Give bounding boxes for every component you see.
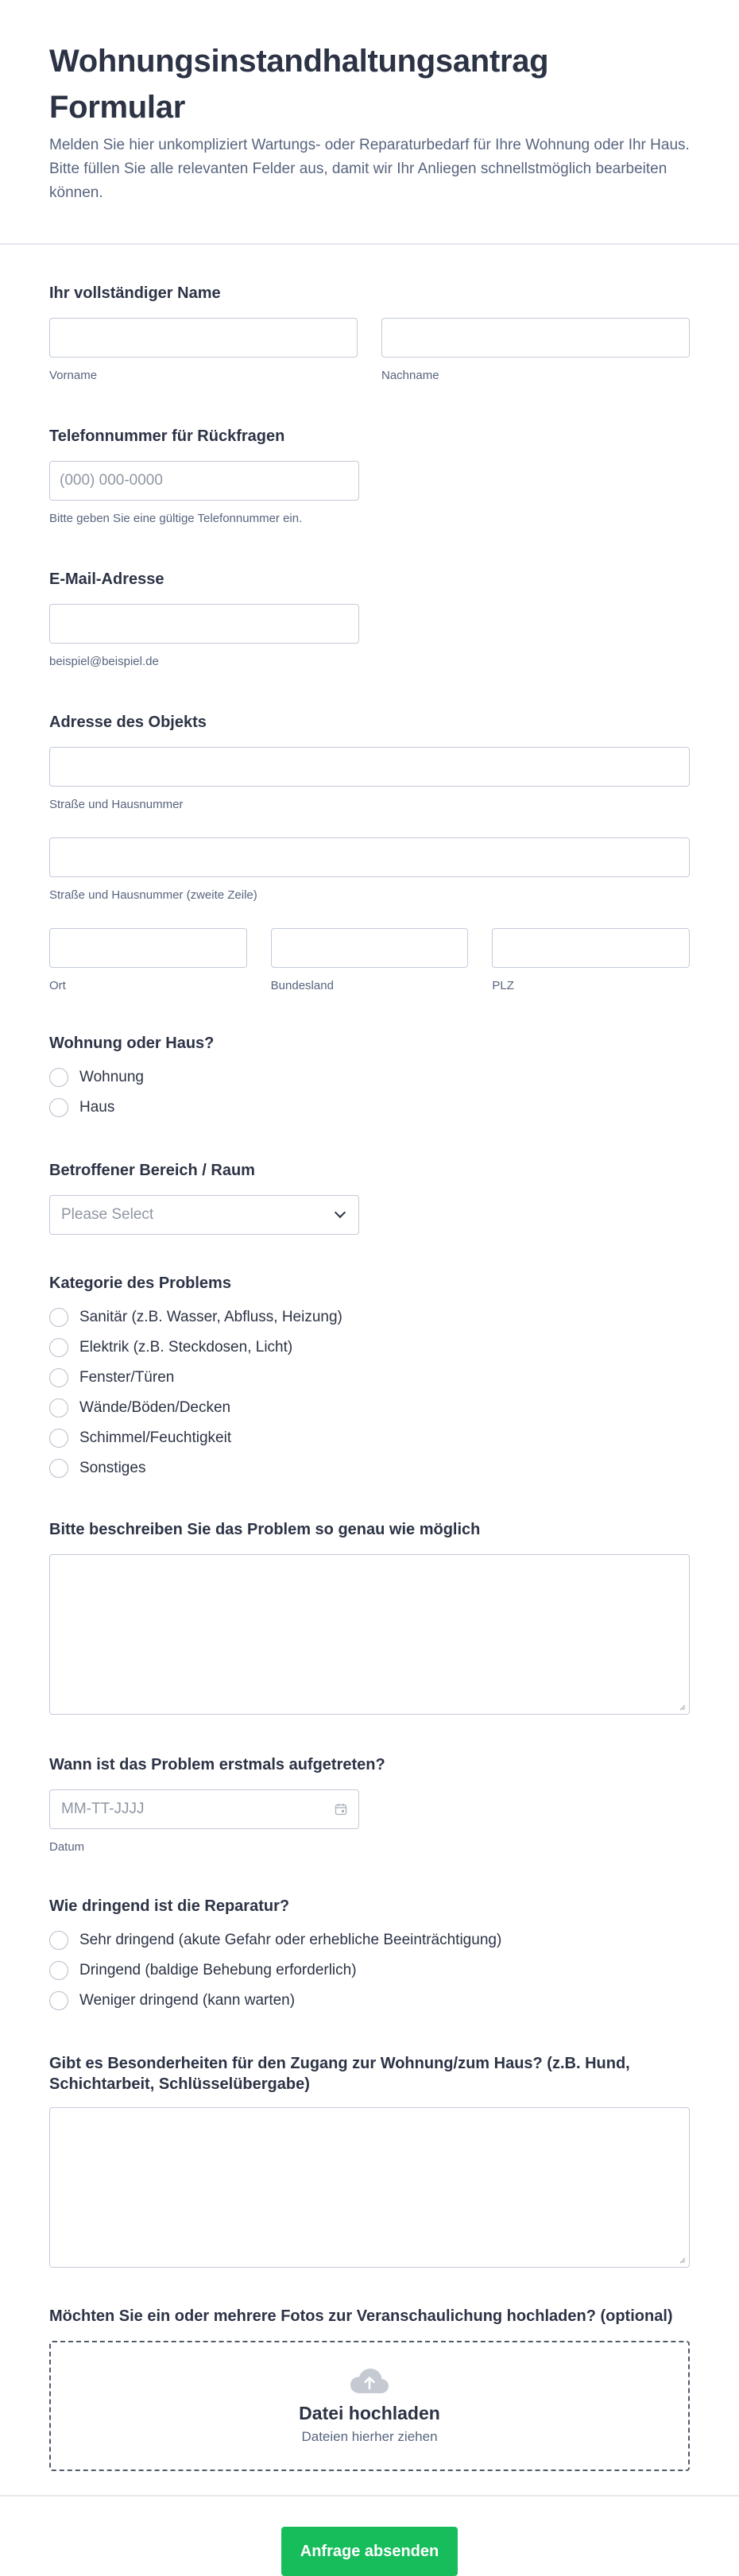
radio-label: Wände/Böden/Decken bbox=[79, 1399, 231, 1416]
question-address bbox=[49, 712, 690, 993]
form-body bbox=[0, 245, 739, 2471]
question-date bbox=[49, 1754, 690, 1855]
street-input[interactable] bbox=[49, 747, 690, 787]
access-textarea[interactable] bbox=[49, 2107, 690, 2268]
last-name-input[interactable] bbox=[381, 318, 690, 358]
date-input[interactable] bbox=[49, 1789, 359, 1829]
radio-option[interactable] bbox=[49, 1429, 690, 1448]
radio-option[interactable] bbox=[49, 1459, 690, 1478]
city-sublabel: Ort bbox=[49, 979, 66, 992]
question-phone bbox=[49, 426, 690, 526]
urgency-label: Wie dringend ist die Reparatur? bbox=[49, 1897, 290, 1915]
radio-button[interactable] bbox=[49, 1961, 68, 1980]
category-label: Kategorie des Problems bbox=[49, 1274, 231, 1292]
radio-option[interactable] bbox=[49, 1308, 690, 1327]
radio-button[interactable] bbox=[49, 1398, 68, 1418]
question-access bbox=[49, 2053, 690, 2268]
question-urgency bbox=[49, 1896, 690, 2010]
description-textarea[interactable] bbox=[49, 1554, 690, 1715]
name-label: Ihr vollständiger Name bbox=[49, 284, 221, 302]
state-sublabel: Bundesland bbox=[270, 979, 334, 992]
radio-label: Weniger dringend (kann warten) bbox=[79, 1992, 296, 2009]
radio-label: Wohnung bbox=[79, 1069, 144, 1085]
resize-grip-icon[interactable] bbox=[678, 2256, 686, 2264]
address-label: Adresse des Objekts bbox=[49, 714, 207, 731]
question-category bbox=[49, 1273, 690, 1478]
radio-option[interactable] bbox=[49, 1338, 690, 1357]
radio-button[interactable] bbox=[49, 1308, 68, 1327]
calendar-icon[interactable] bbox=[335, 1803, 347, 1816]
radio-button[interactable] bbox=[49, 1931, 68, 1950]
last-name-sublabel: Nachname bbox=[381, 369, 439, 382]
email-label: E-Mail-Adresse bbox=[49, 571, 164, 588]
date-label: Wann ist das Problem erstmals aufgetreten? bbox=[49, 1756, 385, 1773]
date-placeholder: MM-TT-JJJJ bbox=[61, 1800, 145, 1817]
radio-option[interactable] bbox=[49, 1931, 690, 1950]
radio-option[interactable] bbox=[49, 1961, 690, 1980]
radio-label: Sanitär (z.B. Wasser, Abfluss, Heizung) bbox=[79, 1309, 342, 1325]
phone-label: Telefonnummer für Rückfragen bbox=[49, 427, 285, 445]
radio-button[interactable] bbox=[49, 1429, 68, 1448]
form-title: Wohnungsinstandhaltungsantrag Formular bbox=[49, 44, 549, 125]
form-header bbox=[0, 0, 739, 245]
radio-button[interactable] bbox=[49, 1459, 68, 1478]
phone-input[interactable]: (000) 000-0000 bbox=[49, 461, 359, 501]
area-select-value: Please Select bbox=[61, 1206, 154, 1223]
area-select[interactable] bbox=[49, 1195, 359, 1235]
street-sublabel: Straße und Hausnummer bbox=[49, 798, 184, 811]
question-name bbox=[49, 283, 690, 383]
submit-button[interactable]: Anfrage absenden bbox=[281, 2527, 458, 2576]
radio-button[interactable] bbox=[49, 1338, 68, 1357]
question-type bbox=[49, 1033, 690, 1117]
type-label: Wohnung oder Haus? bbox=[49, 1035, 215, 1052]
email-input[interactable] bbox=[49, 604, 359, 644]
radio-label: Elektrik (z.B. Steckdosen, Licht) bbox=[79, 1339, 293, 1356]
cloud-upload-icon bbox=[350, 2368, 389, 2395]
radio-button[interactable] bbox=[49, 1368, 68, 1387]
phone-sublabel: Bitte geben Sie eine gültige Telefonnummer ein. bbox=[49, 512, 303, 525]
question-description bbox=[49, 1519, 690, 1715]
form-description: Melden Sie hier unkompliziert Wartungs- oder Reparaturbedarf für Ihre Wohnung oder Ihr Haus. Bitte füllen Sie alle relevanten Felder aus, damit wir Ihr Anliegen schnellstmöglich bearbeiten können. bbox=[49, 137, 690, 201]
chevron-down-icon bbox=[335, 1207, 346, 1218]
radio-label: Schimmel/Feuchtigkeit bbox=[79, 1429, 232, 1446]
street2-sublabel: Straße und Hausnummer (zweite Zeile) bbox=[49, 888, 257, 902]
description-label: Bitte beschreiben Sie das Problem so genau wie möglich bbox=[49, 1521, 481, 1538]
first-name-input[interactable] bbox=[49, 318, 358, 358]
access-label: Gibt es Besonderheiten für den Zugang zur Wohnung/zum Haus? (z.B. Hund, Schichtarbeit, Schlüsselübergabe) bbox=[49, 2055, 630, 2093]
radio-option[interactable] bbox=[49, 1068, 690, 1087]
upload-title: Datei hochladen bbox=[299, 2402, 440, 2423]
zip-input[interactable] bbox=[492, 928, 690, 968]
upload-label: Möchten Sie ein oder mehrere Fotos zur Veranschaulichung hochladen? (optional) bbox=[49, 2307, 673, 2325]
upload-subtitle: Dateien hierher ziehen bbox=[301, 2428, 438, 2444]
radio-label: Sehr dringend (akute Gefahr oder erhebliche Beeinträchtigung) bbox=[79, 1932, 502, 1948]
city-input[interactable] bbox=[49, 928, 247, 968]
radio-option[interactable] bbox=[49, 1991, 690, 2010]
resize-grip-icon[interactable] bbox=[678, 1703, 686, 1711]
street2-input[interactable] bbox=[49, 837, 690, 877]
file-upload-dropzone[interactable] bbox=[49, 2341, 690, 2471]
first-name-sublabel: Vorname bbox=[49, 369, 98, 382]
radio-label: Haus bbox=[79, 1099, 115, 1116]
radio-option[interactable] bbox=[49, 1098, 690, 1117]
date-sublabel: Datum bbox=[49, 1840, 85, 1854]
question-area bbox=[49, 1160, 690, 1235]
radio-button[interactable] bbox=[49, 1098, 68, 1117]
radio-label: Sonstiges bbox=[79, 1460, 146, 1476]
form-footer bbox=[0, 2495, 739, 2576]
question-email bbox=[49, 569, 690, 669]
radio-option[interactable] bbox=[49, 1368, 690, 1387]
zip-sublabel: PLZ bbox=[492, 979, 514, 992]
radio-button[interactable] bbox=[49, 1068, 68, 1087]
radio-label: Fenster/Türen bbox=[79, 1369, 175, 1386]
radio-label: Dringend (baldige Behebung erforderlich) bbox=[79, 1962, 357, 1978]
radio-button[interactable] bbox=[49, 1991, 68, 2010]
state-input[interactable] bbox=[271, 928, 469, 968]
radio-option[interactable] bbox=[49, 1398, 690, 1418]
area-label: Betroffener Bereich / Raum bbox=[49, 1162, 255, 1179]
question-upload bbox=[49, 2306, 690, 2471]
email-sublabel: beispiel@beispiel.de bbox=[49, 655, 159, 668]
